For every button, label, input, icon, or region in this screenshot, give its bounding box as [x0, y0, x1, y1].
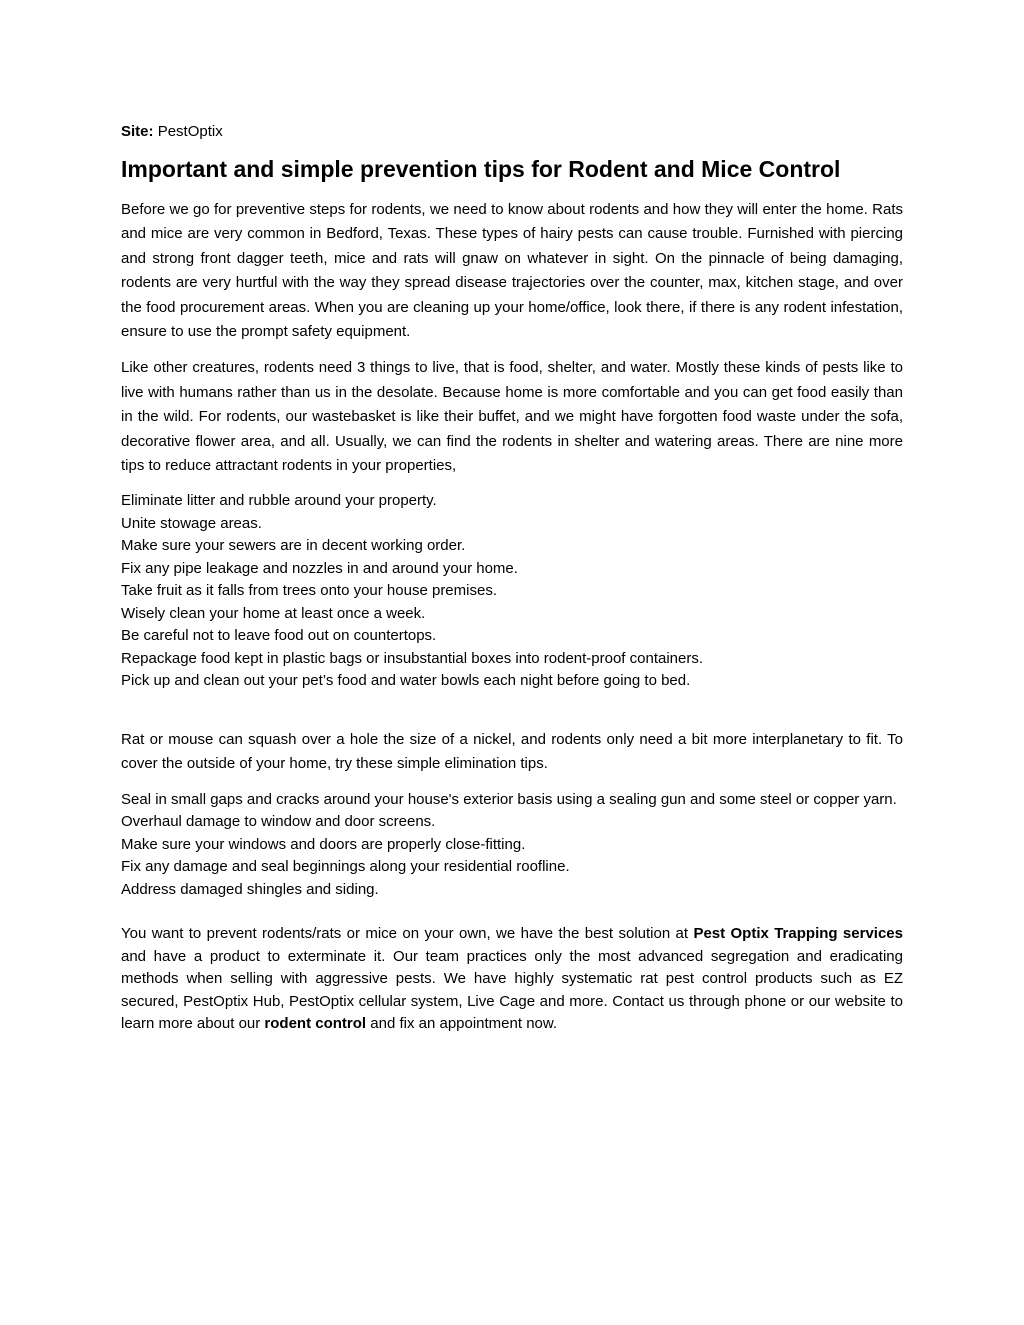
- list-item: Seal in small gaps and cracks around your house's exterior basis using a sealing gun and some steel or copper yarn.: [121, 790, 897, 808]
- list-item: Be careful not to leave food out on countertops.: [121, 627, 437, 645]
- closing-text-3: and fix an appointment now.: [366, 1015, 558, 1033]
- outdoor-tips-list: [121, 789, 903, 902]
- closing-paragraph: [121, 923, 903, 1036]
- list-item: Take fruit as it falls from trees onto your house premises.: [121, 582, 497, 600]
- rodent-control-text: rodent control: [264, 1015, 367, 1033]
- list-item: Fix any pipe leakage and nozzles in and around your home.: [121, 559, 518, 577]
- list-item: Overhaul damage to window and door screens.: [121, 813, 436, 831]
- needs-paragraph: Like other creatures, rodents need 3 things to live, that is food, shelter, and water. Mostly these kinds of pests like to live with humans rather than us in the desolate. Because home is more comfortable and you can get food easily than in the wild. For rodents, our wastebasket is like their buffet, and we might have forgotten food waste under the sofa, decorative flower area, and all. Usually, we can find the rodents in shelter and watering areas. There are nine more tips to reduce attractant rodents in your properties,: [121, 359, 903, 475]
- document-title: Important and simple prevention tips for Rodent and Mice Control: [121, 156, 841, 182]
- indoor-tips-list: [121, 490, 903, 693]
- list-item: Address damaged shingles and siding.: [121, 880, 379, 898]
- list-item: Make sure your windows and doors are properly close-fitting.: [121, 835, 526, 853]
- list-item: Wisely clean your home at least once a week.: [121, 604, 426, 622]
- site-line: [121, 122, 903, 142]
- site-value: PestOptix: [157, 123, 223, 140]
- spacer: [121, 693, 903, 728]
- list-item: Unite stowage areas.: [121, 514, 262, 532]
- closing-text-2: and have a product to exterminate it. Our team practices only the most advanced segregation and eradicating methods when selling with aggressive pests. We have highly systematic rat pest control products such as EZ secured, PestOptix Hub, PestOptix cellular system, Live Cage and more. Contact us through phone or our website to learn more about our: [121, 947, 903, 1033]
- intro-paragraph: Before we go for preventive steps for rodents, we need to know about rodents and how they will enter the home. Rats and mice are very common in Bedford, Texas. These types of hairy pests can cause trouble. Furnished with piercing and strong front dagger teeth, mice and rats will gnaw on whatever in sight. On the pinnacle of being damaging, rodents are very hurtful with the way they spread disease trajectories over the counter, max, kitchen stage, and over the food procurement areas. When you are cleaning up your home/office, look there, if there is any rodent infestation, ensure to use the prompt safety equipment.: [121, 201, 903, 341]
- closing-text-1: You want to prevent rodents/rats or mice on your own, we have the best solution at: [121, 925, 694, 943]
- trapping-services-link-text: Pest Optix Trapping services: [693, 925, 903, 943]
- list-item: Make sure your sewers are in decent working order.: [121, 537, 466, 555]
- spacer: [121, 901, 903, 923]
- list-item: Fix any damage and seal beginnings along your residential roofline.: [121, 858, 570, 876]
- list-item: Repackage food kept in plastic bags or insubstantial boxes into rodent-proof containers.: [121, 649, 704, 667]
- squash-paragraph: Rat or mouse can squash over a hole the size of a nickel, and rodents only need a bit more interplanetary to fit. To cover the outside of your home, try these simple elimination tips.: [121, 730, 903, 773]
- list-item: Pick up and clean out your pet’s food and water bowls each night before going to bed.: [121, 672, 691, 690]
- list-item: Eliminate litter and rubble around your property.: [121, 492, 437, 510]
- document-page: [121, 122, 903, 1048]
- site-label: Site:: [121, 123, 154, 140]
